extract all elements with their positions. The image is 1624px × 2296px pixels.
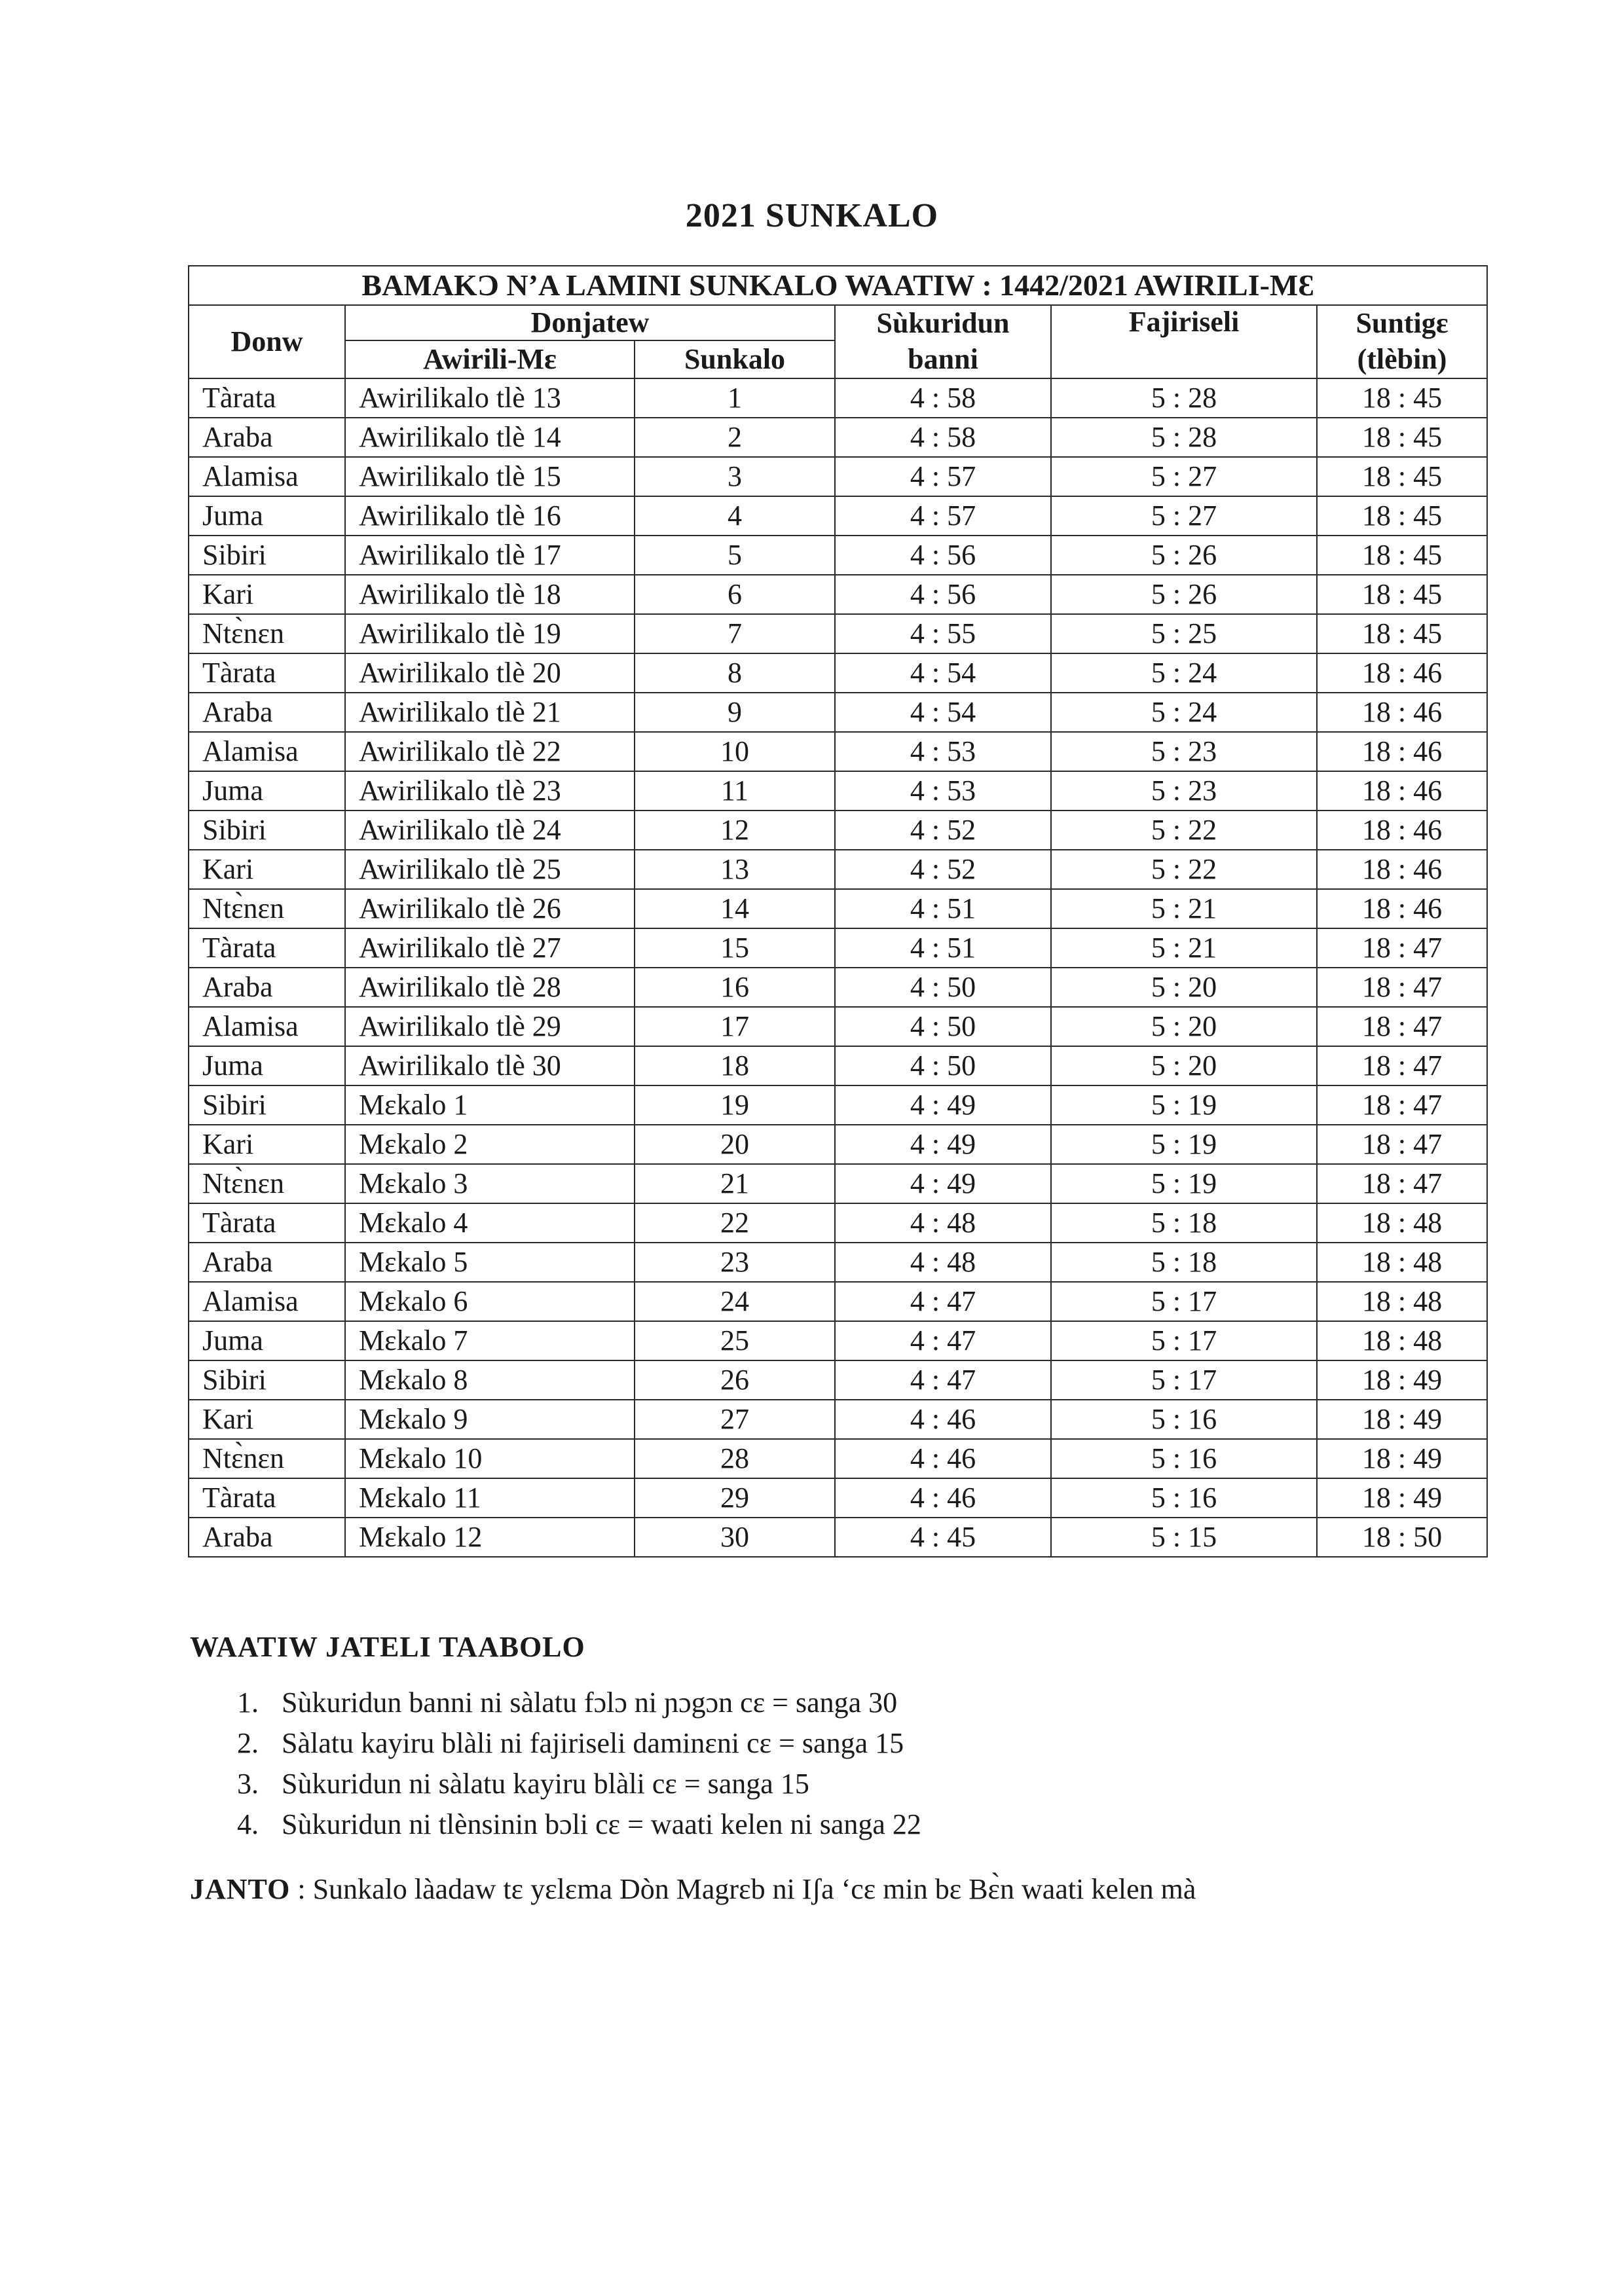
cell-day: Tàrata — [189, 928, 345, 968]
cell-day: Araba — [189, 1243, 345, 1282]
cell-day: Tàrata — [189, 378, 345, 418]
table-row — [189, 1518, 1487, 1557]
table-row — [189, 457, 1487, 496]
cell-sukuridun: 4 : 49 — [835, 1164, 1051, 1203]
cell-date: Mɛkalo 11 — [345, 1478, 635, 1518]
cell-sukuridun: 4 : 56 — [835, 536, 1051, 575]
cell-sunkalo-day: 11 — [635, 771, 835, 811]
cell-suntige: 18 : 46 — [1317, 850, 1487, 889]
cell-sukuridun: 4 : 48 — [835, 1243, 1051, 1282]
list-item-number: 3. — [237, 1768, 259, 1800]
cell-sukuridun: 4 : 58 — [835, 378, 1051, 418]
cell-day: Kari — [189, 575, 345, 614]
cell-sunkalo-day: 6 — [635, 575, 835, 614]
cell-date: Mɛkalo 4 — [345, 1203, 635, 1243]
cell-sunkalo-day: 21 — [635, 1164, 835, 1203]
cell-date: Mɛkalo 1 — [345, 1085, 635, 1125]
cell-suntige: 18 : 46 — [1317, 889, 1487, 928]
cell-sukuridun: 4 : 46 — [835, 1400, 1051, 1439]
cell-suntige: 18 : 48 — [1317, 1203, 1487, 1243]
header-awirili-me: Awirili-Mɛ — [345, 340, 635, 378]
header-suntige-tlebin: (tlèbin) — [1317, 340, 1487, 378]
cell-suntige: 18 : 45 — [1317, 457, 1487, 496]
cell-day: Tàrata — [189, 653, 345, 693]
cell-fajiriseli: 5 : 20 — [1051, 968, 1317, 1007]
cell-date: Awirilikalo tlè 25 — [345, 850, 635, 889]
schedule-rows — [189, 378, 1487, 1557]
cell-sunkalo-day: 8 — [635, 653, 835, 693]
cell-date: Mɛkalo 10 — [345, 1439, 635, 1478]
cell-date: Awirilikalo tlè 21 — [345, 693, 635, 732]
header-fajiriseli: Fajiriseli — [1051, 305, 1317, 340]
cell-sukuridun: 4 : 54 — [835, 653, 1051, 693]
cell-suntige: 18 : 46 — [1317, 771, 1487, 811]
list-item-number: 2. — [237, 1727, 259, 1759]
cell-sunkalo-day: 29 — [635, 1478, 835, 1518]
cell-sunkalo-day: 2 — [635, 418, 835, 457]
cell-sunkalo-day: 24 — [635, 1282, 835, 1321]
header-sunkalo: Sunkalo — [635, 340, 835, 378]
cell-suntige: 18 : 48 — [1317, 1321, 1487, 1360]
cell-fajiriseli: 5 : 17 — [1051, 1282, 1317, 1321]
table-row — [189, 1007, 1487, 1046]
cell-day: Tàrata — [189, 1478, 345, 1518]
cell-sunkalo-day: 7 — [635, 614, 835, 653]
cell-fajiriseli: 5 : 23 — [1051, 732, 1317, 771]
cell-suntige: 18 : 45 — [1317, 575, 1487, 614]
cell-fajiriseli: 5 : 20 — [1051, 1046, 1317, 1085]
schedule-table — [188, 265, 1488, 1558]
table-row — [189, 771, 1487, 811]
cell-sukuridun: 4 : 50 — [835, 968, 1051, 1007]
cell-suntige: 18 : 45 — [1317, 378, 1487, 418]
cell-sukuridun: 4 : 46 — [835, 1478, 1051, 1518]
list-item — [190, 1764, 921, 1804]
cell-suntige: 18 : 47 — [1317, 1085, 1487, 1125]
cell-day: Juma — [189, 771, 345, 811]
cell-sukuridun: 4 : 49 — [835, 1125, 1051, 1164]
cell-sunkalo-day: 12 — [635, 811, 835, 850]
cell-sukuridun: 4 : 53 — [835, 771, 1051, 811]
cell-fajiriseli: 5 : 16 — [1051, 1400, 1317, 1439]
cell-sukuridun: 4 : 58 — [835, 418, 1051, 457]
list-item — [190, 1723, 921, 1764]
cell-date: Mɛkalo 12 — [345, 1518, 635, 1557]
cell-day: Juma — [189, 1321, 345, 1360]
cell-day: Araba — [189, 418, 345, 457]
cell-sunkalo-day: 17 — [635, 1007, 835, 1046]
cell-day: Alamisa — [189, 457, 345, 496]
cell-date: Awirilikalo tlè 30 — [345, 1046, 635, 1085]
cell-sukuridun: 4 : 48 — [835, 1203, 1051, 1243]
table-row — [189, 968, 1487, 1007]
cell-sukuridun: 4 : 51 — [835, 889, 1051, 928]
table-row — [189, 418, 1487, 457]
cell-suntige: 18 : 45 — [1317, 418, 1487, 457]
list-item-number: 4. — [237, 1808, 259, 1840]
cell-suntige: 18 : 47 — [1317, 1164, 1487, 1203]
table-row — [189, 732, 1487, 771]
cell-fajiriseli: 5 : 17 — [1051, 1360, 1317, 1400]
cell-sukuridun: 4 : 52 — [835, 811, 1051, 850]
list-item-text: Sàlatu kayiru blàli ni fajiriseli daminɛni cɛ = sanga 15 — [282, 1727, 904, 1759]
cell-day: Araba — [189, 1518, 345, 1557]
cell-sunkalo-day: 30 — [635, 1518, 835, 1557]
cell-day: Sibiri — [189, 536, 345, 575]
cell-sunkalo-day: 19 — [635, 1085, 835, 1125]
table-row — [189, 1282, 1487, 1321]
cell-fajiriseli: 5 : 19 — [1051, 1125, 1317, 1164]
cell-date: Awirilikalo tlè 13 — [345, 378, 635, 418]
cell-fajiriseli: 5 : 17 — [1051, 1321, 1317, 1360]
cell-date: Awirilikalo tlè 18 — [345, 575, 635, 614]
cell-day: Alamisa — [189, 1007, 345, 1046]
cell-sukuridun: 4 : 47 — [835, 1360, 1051, 1400]
cell-sukuridun: 4 : 57 — [835, 457, 1051, 496]
cell-sukuridun: 4 : 55 — [835, 614, 1051, 653]
cell-sunkalo-day: 3 — [635, 457, 835, 496]
cell-date: Mɛkalo 8 — [345, 1360, 635, 1400]
table-caption: BAMAKƆ N’A LAMINI SUNKALO WAATIW : 1442/2021 AWIRILI-MƐ — [189, 266, 1487, 305]
cell-date: Awirilikalo tlè 20 — [345, 653, 635, 693]
cell-date: Awirilikalo tlè 29 — [345, 1007, 635, 1046]
cell-fajiriseli: 5 : 19 — [1051, 1164, 1317, 1203]
cell-sunkalo-day: 20 — [635, 1125, 835, 1164]
cell-fajiriseli: 5 : 22 — [1051, 850, 1317, 889]
cell-suntige: 18 : 45 — [1317, 496, 1487, 536]
cell-fajiriseli: 5 : 27 — [1051, 496, 1317, 536]
cell-date: Awirilikalo tlè 15 — [345, 457, 635, 496]
cell-suntige: 18 : 50 — [1317, 1518, 1487, 1557]
cell-day: Juma — [189, 1046, 345, 1085]
table-row — [189, 811, 1487, 850]
cell-sunkalo-day: 16 — [635, 968, 835, 1007]
cell-sunkalo-day: 26 — [635, 1360, 835, 1400]
table-row — [189, 378, 1487, 418]
cell-fajiriseli: 5 : 18 — [1051, 1243, 1317, 1282]
cell-suntige: 18 : 47 — [1317, 1046, 1487, 1085]
cell-date: Awirilikalo tlè 24 — [345, 811, 635, 850]
cell-date: Awirilikalo tlè 14 — [345, 418, 635, 457]
cell-day: Tàrata — [189, 1203, 345, 1243]
cell-date: Mɛkalo 9 — [345, 1400, 635, 1439]
cell-sukuridun: 4 : 56 — [835, 575, 1051, 614]
cell-date: Awirilikalo tlè 17 — [345, 536, 635, 575]
cell-day: Sibiri — [189, 1085, 345, 1125]
cell-fajiriseli: 5 : 26 — [1051, 536, 1317, 575]
cell-suntige: 18 : 45 — [1317, 536, 1487, 575]
table-row — [189, 928, 1487, 968]
cell-day: Ntɛ̀nɛn — [189, 614, 345, 653]
cell-sukuridun: 4 : 50 — [835, 1046, 1051, 1085]
cell-date: Awirilikalo tlè 22 — [345, 732, 635, 771]
cell-fajiriseli: 5 : 24 — [1051, 693, 1317, 732]
table-row — [189, 1321, 1487, 1360]
cell-suntige: 18 : 48 — [1317, 1243, 1487, 1282]
cell-fajiriseli: 5 : 24 — [1051, 653, 1317, 693]
cell-day: Sibiri — [189, 811, 345, 850]
cell-fajiriseli: 5 : 20 — [1051, 1007, 1317, 1046]
table-row — [189, 1478, 1487, 1518]
cell-suntige: 18 : 45 — [1317, 614, 1487, 653]
cell-fajiriseli: 5 : 28 — [1051, 378, 1317, 418]
cell-sukuridun: 4 : 57 — [835, 496, 1051, 536]
cell-sukuridun: 4 : 54 — [835, 693, 1051, 732]
table-row — [189, 614, 1487, 653]
cell-fajiriseli: 5 : 26 — [1051, 575, 1317, 614]
note-text: Sunkalo làadaw tɛ yɛlɛma Dòn Magrɛb ni Iʃa ‘cɛ min bɛ Bɛ̀n waati kelen mà — [312, 1873, 1196, 1905]
cell-fajiriseli: 5 : 21 — [1051, 928, 1317, 968]
header-sukuridun-banni: banni — [835, 340, 1051, 378]
header-fajiriseli-empty — [1051, 340, 1317, 378]
cell-sukuridun: 4 : 51 — [835, 928, 1051, 968]
cell-day: Ntɛ̀nɛn — [189, 1439, 345, 1478]
cell-fajiriseli: 5 : 23 — [1051, 771, 1317, 811]
cell-suntige: 18 : 46 — [1317, 732, 1487, 771]
cell-sukuridun: 4 : 49 — [835, 1085, 1051, 1125]
cell-sukuridun: 4 : 47 — [835, 1321, 1051, 1360]
cell-day: Kari — [189, 1400, 345, 1439]
cell-day: Alamisa — [189, 732, 345, 771]
table-row — [189, 1243, 1487, 1282]
cell-date: Awirilikalo tlè 19 — [345, 614, 635, 653]
legend-list — [190, 1683, 921, 1845]
table-row — [189, 850, 1487, 889]
cell-day: Kari — [189, 850, 345, 889]
cell-sunkalo-day: 25 — [635, 1321, 835, 1360]
cell-sunkalo-day: 4 — [635, 496, 835, 536]
table-row — [189, 1360, 1487, 1400]
cell-day: Alamisa — [189, 1282, 345, 1321]
cell-sunkalo-day: 5 — [635, 536, 835, 575]
cell-suntige: 18 : 49 — [1317, 1400, 1487, 1439]
cell-sunkalo-day: 14 — [635, 889, 835, 928]
cell-suntige: 18 : 47 — [1317, 1007, 1487, 1046]
cell-sunkalo-day: 28 — [635, 1439, 835, 1478]
table-row — [189, 1203, 1487, 1243]
cell-fajiriseli: 5 : 28 — [1051, 418, 1317, 457]
table-row — [189, 1164, 1487, 1203]
note-line — [190, 1872, 1196, 1906]
table-row — [189, 693, 1487, 732]
cell-sunkalo-day: 1 — [635, 378, 835, 418]
cell-fajiriseli: 5 : 22 — [1051, 811, 1317, 850]
cell-date: Mɛkalo 5 — [345, 1243, 635, 1282]
cell-suntige: 18 : 49 — [1317, 1360, 1487, 1400]
cell-suntige: 18 : 46 — [1317, 693, 1487, 732]
list-item-text: Sùkuridun ni tlènsinin bɔli cɛ = waati kelen ni sanga 22 — [282, 1808, 921, 1840]
table-row — [189, 496, 1487, 536]
table-row — [189, 1046, 1487, 1085]
cell-suntige: 18 : 47 — [1317, 1125, 1487, 1164]
cell-sunkalo-day: 10 — [635, 732, 835, 771]
cell-sunkalo-day: 22 — [635, 1203, 835, 1243]
cell-sunkalo-day: 9 — [635, 693, 835, 732]
header-sukuridun: Sùkuridun — [835, 305, 1051, 340]
note-separator: : — [290, 1873, 313, 1905]
cell-sukuridun: 4 : 52 — [835, 850, 1051, 889]
cell-date: Awirilikalo tlè 26 — [345, 889, 635, 928]
list-item-number: 1. — [237, 1686, 259, 1719]
cell-sunkalo-day: 27 — [635, 1400, 835, 1439]
cell-suntige: 18 : 49 — [1317, 1439, 1487, 1478]
cell-fajiriseli: 5 : 25 — [1051, 614, 1317, 653]
cell-fajiriseli: 5 : 21 — [1051, 889, 1317, 928]
table-row — [189, 536, 1487, 575]
cell-suntige: 18 : 46 — [1317, 811, 1487, 850]
cell-sukuridun: 4 : 50 — [835, 1007, 1051, 1046]
cell-fajiriseli: 5 : 16 — [1051, 1478, 1317, 1518]
cell-fajiriseli: 5 : 27 — [1051, 457, 1317, 496]
cell-suntige: 18 : 47 — [1317, 968, 1487, 1007]
cell-suntige: 18 : 49 — [1317, 1478, 1487, 1518]
cell-sukuridun: 4 : 47 — [835, 1282, 1051, 1321]
cell-date: Mɛkalo 7 — [345, 1321, 635, 1360]
header-donw: Donw — [189, 305, 345, 378]
cell-date: Mɛkalo 2 — [345, 1125, 635, 1164]
cell-day: Kari — [189, 1125, 345, 1164]
cell-date: Mɛkalo 3 — [345, 1164, 635, 1203]
cell-date: Mɛkalo 6 — [345, 1282, 635, 1321]
table-row — [189, 575, 1487, 614]
header-donjatew: Donjatew — [345, 305, 835, 340]
cell-fajiriseli: 5 : 18 — [1051, 1203, 1317, 1243]
cell-sukuridun: 4 : 45 — [835, 1518, 1051, 1557]
cell-date: Awirilikalo tlè 28 — [345, 968, 635, 1007]
note-label: JANTO — [190, 1873, 291, 1905]
cell-day: Araba — [189, 968, 345, 1007]
legend-title: WAATIW JATELI TAABOLO — [190, 1631, 585, 1663]
cell-sunkalo-day: 15 — [635, 928, 835, 968]
cell-suntige: 18 : 46 — [1317, 653, 1487, 693]
page-title: 2021 SUNKALO — [685, 197, 939, 234]
cell-sukuridun: 4 : 53 — [835, 732, 1051, 771]
cell-suntige: 18 : 47 — [1317, 928, 1487, 968]
cell-fajiriseli: 5 : 19 — [1051, 1085, 1317, 1125]
cell-day: Juma — [189, 496, 345, 536]
cell-sunkalo-day: 18 — [635, 1046, 835, 1085]
list-item-text: Sùkuridun banni ni sàlatu fɔlɔ ni ɲɔgɔn cɛ = sanga 30 — [282, 1686, 898, 1719]
list-item-text: Sùkuridun ni sàlatu kayiru blàli cɛ = sanga 15 — [282, 1768, 809, 1800]
list-item — [190, 1683, 921, 1723]
cell-fajiriseli: 5 : 16 — [1051, 1439, 1317, 1478]
cell-sunkalo-day: 23 — [635, 1243, 835, 1282]
table-row — [189, 1125, 1487, 1164]
cell-day: Ntɛ̀nɛn — [189, 889, 345, 928]
header-suntige: Suntigɛ — [1317, 305, 1487, 340]
table-row — [189, 1439, 1487, 1478]
table-row — [189, 889, 1487, 928]
table-row — [189, 1085, 1487, 1125]
cell-sukuridun: 4 : 46 — [835, 1439, 1051, 1478]
table-row — [189, 1400, 1487, 1439]
cell-date: Awirilikalo tlè 27 — [345, 928, 635, 968]
cell-sunkalo-day: 13 — [635, 850, 835, 889]
list-item — [190, 1804, 921, 1845]
cell-date: Awirilikalo tlè 23 — [345, 771, 635, 811]
cell-day: Ntɛ̀nɛn — [189, 1164, 345, 1203]
cell-date: Awirilikalo tlè 16 — [345, 496, 635, 536]
cell-suntige: 18 : 48 — [1317, 1282, 1487, 1321]
cell-day: Sibiri — [189, 1360, 345, 1400]
table-row — [189, 653, 1487, 693]
cell-day: Araba — [189, 693, 345, 732]
cell-fajiriseli: 5 : 15 — [1051, 1518, 1317, 1557]
